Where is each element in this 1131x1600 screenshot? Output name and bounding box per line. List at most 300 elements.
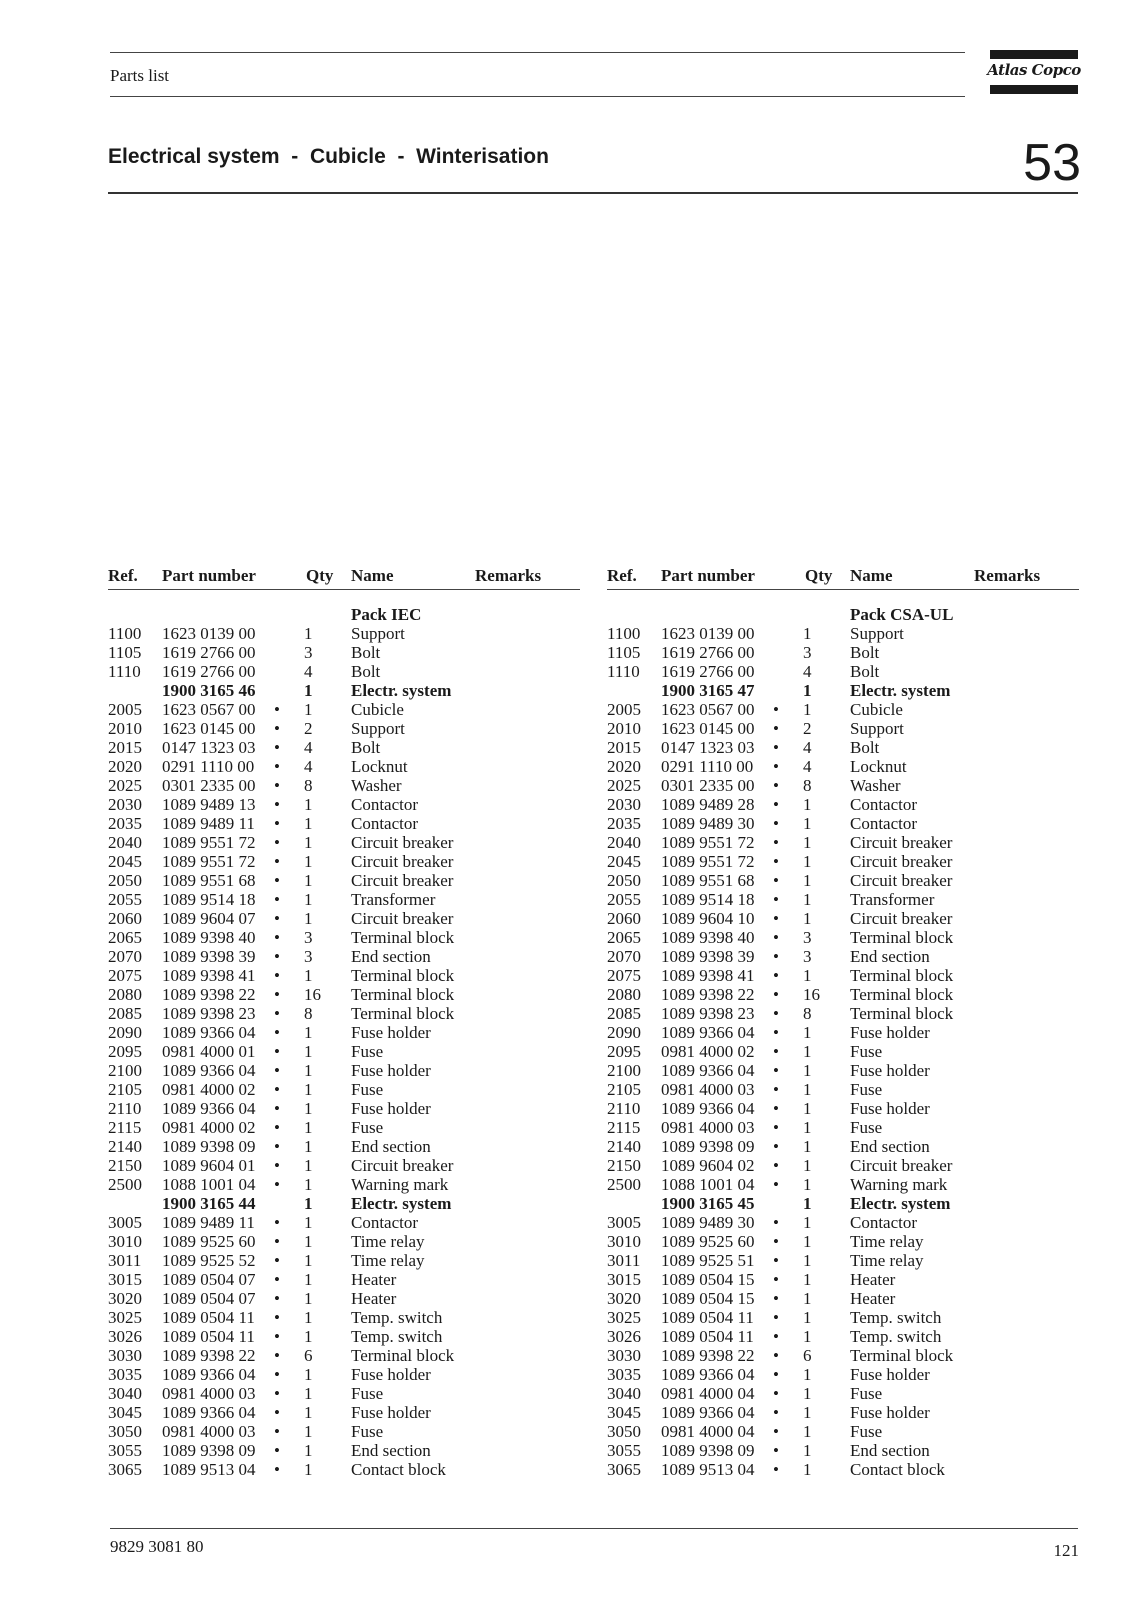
bullet-cell: • (274, 1137, 280, 1156)
table-row (607, 795, 1079, 814)
name-cell: Circuit breaker (850, 1156, 953, 1175)
name-cell: Fuse holder (351, 1023, 431, 1042)
ref-cell: 3005 (607, 1213, 641, 1232)
qty-cell: 1 (803, 1232, 812, 1251)
name-cell: Support (850, 719, 904, 738)
bullet-cell: • (274, 1004, 280, 1023)
bullet-cell: • (773, 1118, 779, 1137)
ref-cell: 3020 (108, 1289, 142, 1308)
bullet-cell: • (773, 1175, 779, 1194)
table-row (108, 1441, 580, 1460)
qty-cell: 1 (803, 1023, 812, 1042)
part-number-cell: 1089 9551 72 (162, 852, 256, 871)
qty-cell: 1 (803, 1194, 812, 1213)
name-cell: Heater (351, 1289, 397, 1308)
name-cell: Bolt (351, 643, 381, 662)
part-number-cell: 1619 2766 00 (162, 643, 256, 662)
ref-cell: 2045 (607, 852, 641, 871)
table-row (607, 1384, 1079, 1403)
name-cell: End section (351, 1137, 431, 1156)
name-cell: Support (351, 719, 405, 738)
bullet-cell: • (773, 1023, 779, 1042)
bullet-cell: • (773, 1346, 779, 1365)
footer-rule (110, 1528, 1078, 1529)
name-cell: Contactor (351, 1213, 419, 1232)
section-title: Electrical system - Cubicle - Winterisation (108, 145, 549, 168)
part-number-cell: 1089 0504 11 (661, 1327, 754, 1346)
part-number-cell: 1089 9489 30 (661, 1213, 755, 1232)
table-row (108, 1175, 580, 1194)
bullet-cell: • (773, 1327, 779, 1346)
ref-cell: 2090 (607, 1023, 641, 1042)
name-cell: Support (850, 624, 904, 643)
name-cell: Fuse (351, 1080, 384, 1099)
ref-cell: 3065 (607, 1460, 641, 1479)
bullet-cell: • (274, 909, 280, 928)
ref-cell: 3035 (108, 1365, 142, 1384)
title-rule (108, 192, 1078, 194)
name-cell: End section (351, 1441, 431, 1460)
part-number-cell: 1089 9366 04 (661, 1365, 755, 1384)
bullet-cell: • (274, 1175, 280, 1194)
bullet-cell: • (773, 890, 779, 909)
part-number-cell: 1089 9514 18 (162, 890, 256, 909)
name-cell: Terminal block (351, 985, 455, 1004)
name-cell: Cubicle (351, 700, 404, 719)
name-cell: Temp. switch (850, 1327, 942, 1346)
table-row (108, 776, 580, 795)
ref-cell: 2065 (607, 928, 641, 947)
bullet-cell: • (773, 1213, 779, 1232)
table-row (607, 1232, 1079, 1251)
part-number-cell: 1089 9366 04 (162, 1023, 256, 1042)
ref-cell: 2100 (607, 1061, 641, 1080)
name-cell: Fuse holder (351, 1099, 431, 1118)
table-row (108, 1080, 580, 1099)
table-row (607, 1441, 1079, 1460)
name-cell: Bolt (850, 738, 880, 757)
table-row (108, 928, 580, 947)
table-row (607, 833, 1079, 852)
right-header-rule (607, 589, 1079, 590)
part-number-cell: 1623 0567 00 (162, 700, 256, 719)
ref-cell: 2095 (108, 1042, 142, 1061)
ref-cell: 3010 (108, 1232, 142, 1251)
table-row (108, 662, 580, 681)
ref-cell: 3011 (607, 1251, 641, 1270)
left-header-rule (108, 589, 580, 590)
bullet-cell: • (274, 947, 280, 966)
qty-cell: 1 (803, 1365, 812, 1384)
qty-cell: 2 (803, 719, 812, 738)
name-cell: Terminal block (351, 1346, 455, 1365)
table-row (607, 966, 1079, 985)
ref-cell: 3025 (607, 1308, 641, 1327)
table-row (108, 1384, 580, 1403)
part-number-cell: 1089 0504 07 (162, 1289, 256, 1308)
table-row (607, 1460, 1079, 1479)
ref-cell: 2105 (108, 1080, 142, 1099)
ref-cell: 2110 (607, 1099, 641, 1118)
name-cell: Fuse holder (850, 1061, 930, 1080)
name-cell: Terminal block (850, 985, 954, 1004)
bullet-cell: • (773, 1156, 779, 1175)
qty-cell: 1 (304, 1365, 313, 1384)
table-row (607, 776, 1079, 795)
part-number-cell: 0981 4000 02 (661, 1042, 755, 1061)
ref-cell: 3065 (108, 1460, 142, 1479)
name-cell: Time relay (850, 1251, 924, 1270)
part-number-cell: 1089 9398 39 (162, 947, 256, 966)
table-row (607, 1004, 1079, 1023)
name-cell: Electr. system (351, 1194, 452, 1213)
part-number-cell: 1089 9398 39 (661, 947, 755, 966)
bullet-cell: • (773, 1403, 779, 1422)
ref-cell: 3050 (108, 1422, 142, 1441)
header-label: Parts list (110, 66, 170, 85)
qty-cell: 1 (304, 1441, 313, 1460)
ref-cell: 3015 (108, 1270, 142, 1289)
part-number-cell: 0301 2335 00 (162, 776, 256, 795)
part-number-cell: 1900 3165 46 (162, 681, 256, 700)
qty-cell: 1 (803, 890, 812, 909)
ref-cell: 3025 (108, 1308, 142, 1327)
qty-cell: 1 (304, 1061, 313, 1080)
left-header-remarks: Remarks (475, 566, 542, 585)
bullet-cell: • (773, 1061, 779, 1080)
table-row (108, 1023, 580, 1042)
qty-cell: 1 (803, 700, 812, 719)
table-row (108, 681, 580, 700)
ref-cell: 2070 (108, 947, 142, 966)
bullet-cell: • (773, 966, 779, 985)
part-number-cell: 1619 2766 00 (162, 662, 256, 681)
qty-cell: 3 (304, 643, 313, 662)
name-cell: Circuit breaker (351, 909, 454, 928)
bullet-cell: • (773, 1042, 779, 1061)
table-row (108, 852, 580, 871)
logo-bottom-bar (990, 85, 1078, 94)
ref-cell: 3026 (108, 1327, 142, 1346)
qty-cell: 1 (803, 833, 812, 852)
qty-cell: 1 (304, 1099, 313, 1118)
part-number-cell: 1089 9398 23 (162, 1004, 256, 1023)
part-number-cell: 1089 9513 04 (162, 1460, 256, 1479)
qty-cell: 1 (304, 1175, 313, 1194)
ref-cell: 2050 (108, 871, 142, 890)
name-cell: Temp. switch (351, 1327, 443, 1346)
name-cell: Fuse (850, 1422, 883, 1441)
ref-cell: 1110 (108, 662, 141, 681)
name-cell: Terminal block (850, 1346, 954, 1365)
table-row (108, 738, 580, 757)
name-cell: Contactor (351, 795, 419, 814)
section-number: 53 (1023, 134, 1081, 192)
ref-cell: 2060 (607, 909, 641, 928)
qty-cell: 1 (304, 1023, 313, 1042)
qty-cell: 1 (304, 1080, 313, 1099)
table-row (108, 1346, 580, 1365)
qty-cell: 1 (803, 1422, 812, 1441)
table-row (607, 985, 1079, 1004)
bullet-cell: • (274, 738, 280, 757)
qty-cell: 1 (803, 1213, 812, 1232)
bullet-cell: • (274, 1251, 280, 1270)
name-cell: Terminal block (850, 966, 954, 985)
qty-cell: 1 (803, 1061, 812, 1080)
table-row (108, 795, 580, 814)
part-number-cell: 1089 9398 41 (661, 966, 755, 985)
name-cell: Contactor (351, 814, 419, 833)
left-header-ref: Ref. (108, 566, 138, 585)
name-cell: Circuit breaker (850, 871, 953, 890)
ref-cell: 2020 (108, 757, 142, 776)
table-row (607, 1403, 1079, 1422)
qty-cell: 1 (803, 1118, 812, 1137)
name-cell: Time relay (351, 1232, 425, 1251)
qty-cell: 1 (304, 1327, 313, 1346)
name-cell: End section (850, 1441, 930, 1460)
table-row (108, 1327, 580, 1346)
ref-cell: 2090 (108, 1023, 142, 1042)
qty-cell: 1 (304, 1213, 313, 1232)
table-row (607, 890, 1079, 909)
part-number-cell: 1088 1001 04 (661, 1175, 755, 1194)
name-cell: Transformer (850, 890, 935, 909)
qty-cell: 1 (803, 1327, 812, 1346)
name-cell: Pack CSA-UL (850, 605, 954, 624)
table-row (108, 1004, 580, 1023)
part-number-cell: 0981 4000 03 (162, 1384, 256, 1403)
table-row (108, 624, 580, 643)
ref-cell: 2010 (108, 719, 142, 738)
bullet-cell: • (773, 1251, 779, 1270)
ref-cell: 3015 (607, 1270, 641, 1289)
ref-cell: 3040 (607, 1384, 641, 1403)
part-number-cell: 1089 0504 15 (661, 1289, 755, 1308)
ref-cell: 3026 (607, 1327, 641, 1346)
qty-cell: 1 (304, 814, 313, 833)
part-number-cell: 0291 1110 00 (162, 757, 255, 776)
name-cell: Fuse (351, 1384, 384, 1403)
part-number-cell: 1619 2766 00 (661, 662, 755, 681)
name-cell: Terminal block (850, 1004, 954, 1023)
name-cell: Transformer (351, 890, 436, 909)
ref-cell: 2100 (108, 1061, 142, 1080)
bullet-cell: • (274, 1460, 280, 1479)
part-number-cell: 1089 9489 28 (661, 795, 755, 814)
ref-cell: 2085 (108, 1004, 142, 1023)
name-cell: Fuse (351, 1042, 384, 1061)
bullet-cell: • (773, 1099, 779, 1118)
table-row (607, 681, 1079, 700)
ref-cell: 2050 (607, 871, 641, 890)
table-row (607, 852, 1079, 871)
qty-cell: 1 (304, 700, 313, 719)
table-row (108, 1232, 580, 1251)
name-cell: Circuit breaker (850, 852, 953, 871)
table-row (607, 643, 1079, 662)
table-row (607, 1080, 1079, 1099)
part-number-cell: 0981 4000 03 (162, 1422, 256, 1441)
bullet-cell: • (274, 1384, 280, 1403)
part-number-cell: 1088 1001 04 (162, 1175, 256, 1194)
name-cell: Bolt (351, 662, 381, 681)
qty-cell: 3 (803, 928, 812, 947)
left-header-qty: Qty (306, 566, 334, 585)
qty-cell: 1 (803, 1251, 812, 1270)
bullet-cell: • (274, 1441, 280, 1460)
bullet-cell: • (274, 1365, 280, 1384)
part-number-cell: 1900 3165 45 (661, 1194, 755, 1213)
bullet-cell: • (274, 985, 280, 1004)
table-row (607, 757, 1079, 776)
qty-cell: 1 (803, 681, 812, 700)
part-number-cell: 1089 9551 72 (661, 852, 755, 871)
name-cell: Contactor (850, 795, 918, 814)
qty-cell: 1 (803, 814, 812, 833)
ref-cell: 1110 (607, 662, 640, 681)
name-cell: Circuit breaker (351, 1156, 454, 1175)
logo-top-bar (990, 50, 1078, 59)
right-header-name: Name (850, 566, 893, 585)
qty-cell: 1 (803, 1441, 812, 1460)
right-header-part-number: Part number (661, 566, 755, 585)
bullet-cell: • (274, 1422, 280, 1441)
part-number-cell: 1089 9398 22 (162, 985, 256, 1004)
bullet-cell: • (274, 814, 280, 833)
qty-cell: 4 (803, 738, 812, 757)
part-number-cell: 1089 9398 22 (661, 1346, 755, 1365)
ref-cell: 2015 (607, 738, 641, 757)
bullet-cell: • (773, 1137, 779, 1156)
part-number-cell: 1900 3165 47 (661, 681, 755, 700)
bullet-cell: • (773, 928, 779, 947)
bullet-cell: • (274, 1156, 280, 1175)
ref-cell: 2500 (607, 1175, 641, 1194)
atlas-copco-logo (987, 50, 1081, 94)
ref-cell: 2040 (607, 833, 641, 852)
part-number-cell: 1089 9604 01 (162, 1156, 256, 1175)
qty-cell: 1 (304, 890, 313, 909)
part-number-cell: 0981 4000 02 (162, 1080, 256, 1099)
table-row (108, 1042, 580, 1061)
qty-cell: 1 (304, 1042, 313, 1061)
table-row (607, 662, 1079, 681)
bullet-cell: • (274, 1346, 280, 1365)
left-header-name: Name (351, 566, 394, 585)
name-cell: Heater (850, 1270, 896, 1289)
name-cell: Time relay (850, 1232, 924, 1251)
part-number-cell: 1900 3165 44 (162, 1194, 256, 1213)
table-row (108, 700, 580, 719)
part-number-cell: 1089 9398 09 (661, 1441, 755, 1460)
bullet-cell: • (773, 738, 779, 757)
name-cell: Warning mark (351, 1175, 449, 1194)
ref-cell: 2080 (607, 985, 641, 1004)
name-cell: Circuit breaker (850, 909, 953, 928)
name-cell: Contact block (850, 1460, 945, 1479)
qty-cell: 1 (304, 1384, 313, 1403)
bullet-cell: • (274, 776, 280, 795)
table-row (607, 1194, 1079, 1213)
table-row (607, 1099, 1079, 1118)
part-number-cell: 1089 9513 04 (661, 1460, 755, 1479)
right-header-ref: Ref. (607, 566, 637, 585)
table-row (108, 947, 580, 966)
part-number-cell: 0147 1323 03 (661, 738, 755, 757)
ref-cell: 2105 (607, 1080, 641, 1099)
table-row (607, 1213, 1079, 1232)
table-row (108, 1422, 580, 1441)
part-number-cell: 1089 9551 72 (162, 833, 256, 852)
qty-cell: 1 (803, 1384, 812, 1403)
name-cell: Circuit breaker (351, 852, 454, 871)
table-row (108, 757, 580, 776)
qty-cell: 1 (304, 1308, 313, 1327)
name-cell: Heater (850, 1289, 896, 1308)
qty-cell: 1 (803, 1156, 812, 1175)
name-cell: Locknut (351, 757, 408, 776)
bullet-cell: • (274, 852, 280, 871)
bullet-cell: • (773, 776, 779, 795)
ref-cell: 1100 (607, 624, 641, 643)
part-number-cell: 1089 0504 11 (661, 1308, 754, 1327)
qty-cell: 1 (803, 1099, 812, 1118)
ref-cell: 2150 (108, 1156, 142, 1175)
bullet-cell: • (274, 1118, 280, 1137)
part-number-cell: 1089 9366 04 (661, 1403, 755, 1422)
header-bottom-rule (110, 96, 965, 97)
name-cell: Electr. system (850, 681, 951, 700)
bullet-cell: • (773, 1289, 779, 1308)
part-number-cell: 0147 1323 03 (162, 738, 256, 757)
bullet-cell: • (773, 1422, 779, 1441)
part-number-cell: 1089 0504 11 (162, 1327, 255, 1346)
name-cell: Terminal block (351, 928, 455, 947)
qty-cell: 1 (803, 1403, 812, 1422)
table-row (108, 890, 580, 909)
table-row (108, 1099, 580, 1118)
name-cell: Contactor (850, 814, 918, 833)
bullet-cell: • (274, 1403, 280, 1422)
header-top-rule (110, 52, 965, 53)
table-row (607, 1422, 1079, 1441)
name-cell: Circuit breaker (351, 871, 454, 890)
name-cell: Warning mark (850, 1175, 948, 1194)
table-row (607, 738, 1079, 757)
part-number-cell: 1619 2766 00 (661, 643, 755, 662)
bullet-cell: • (274, 1023, 280, 1042)
table-row (108, 1061, 580, 1080)
part-number-cell: 1089 9604 02 (661, 1156, 755, 1175)
bullet-cell: • (773, 1270, 779, 1289)
qty-cell: 6 (304, 1346, 313, 1365)
qty-cell: 1 (803, 1289, 812, 1308)
ref-cell: 2115 (108, 1118, 142, 1137)
name-cell: Pack IEC (351, 605, 422, 624)
table-row (607, 1137, 1079, 1156)
ref-cell: 3011 (108, 1251, 142, 1270)
name-cell: Contactor (850, 1213, 918, 1232)
ref-cell: 3045 (607, 1403, 641, 1422)
table-row (607, 1156, 1079, 1175)
name-cell: Fuse holder (850, 1099, 930, 1118)
table-row (108, 1118, 580, 1137)
bullet-cell: • (274, 757, 280, 776)
part-number-cell: 0981 4000 02 (162, 1118, 256, 1137)
ref-cell: 3055 (108, 1441, 142, 1460)
